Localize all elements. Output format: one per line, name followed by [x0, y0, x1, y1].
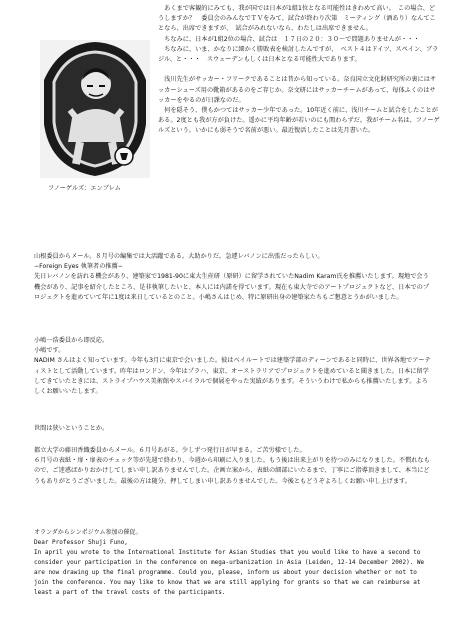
paragraph-yamane-mail: 山根委員からメール。８月号の編集では大活躍である。大助かりだ。急遽レバノンに出張だったらしい。 −Foreign Eyes 執筆者の推薦− 先日レバノンを訪れる機会があり、建築家で1981-90に東大生産研（原研）に留学されていたNadim Karam氏を推薦いたします。現地で会う機会があり、記事を紹介したところ、是非執筆したいと、本人には内諾を得ています。現在も東大寺でのアートプロジェクトなど、日本でのプロジェクトを進めていて年に1度は来日しているとのこと。小嶋さんはじめ、特に原研出身の建築家たちもご懇意とうかがいました。	[34, 253, 430, 301]
soccer-player-emblem-icon	[40, 40, 150, 178]
paragraph-leiden-letter: オランダからシンポジウム参加の催促。 Dear Professor Shuji Funo, In april you wrote to the International Institute for Asian Studies that you would like to have a second to consider your participation in the conference on mega-urbanization in Asia (Leiden, 12-14 December 2002). We are now drawing up the final programme. Could you, please, inform us about your decision whether or not to join the conference. You may like to know that we are still applying for grants so that we can reimburse at least a part of the travel costs of the participants.	[34, 529, 425, 596]
emblem-caption: フノーゲルズ：エンブレム	[48, 185, 121, 192]
paragraph-kojima-reply: 小嶋一浩委員から即反応。 小嶋です。 NADIM さんはよく知っています。今年も3月に東京で会いました。彼はベイルートでは建築学部のディーンであると同時に、世界各地でアーティストとして活動しています。昨年はロンドン、今年はプラハ、東京、オーストラリアでプロジェクトを進めていると聞きました。日本に留学してきていたときには、ストライプハウス美術館やスパイラルで個展をやった実績があります。そういうわけで私からも推薦いたします。よろしくお願いいたします。	[34, 337, 431, 396]
paragraph-fujita-mail: 都立大学の藤田香織委員からメール。６月号あがる。少しずつ発行日が早まる。ご苦労様でした。 ６月号の表紙・扉・扉表のチェック等が先週で終わり、今週から印刷に入りました。もう後は出来上がりを待つのみになりました。不慣れなもので、ご迷惑ばかりおかけしてしまい申し訳ありませんでした。企画立案から、表紙の細部にいたるまで、丁寧にご指導頂きまして、本当にどうもありがとうございました。最後の方は随分、押してしまい申し訳ありませんでした。今後ともどうぞよろしくお願い申し上げます。	[34, 447, 430, 485]
paragraph-small-world: 世間は狭いということか。	[34, 425, 109, 432]
paragraph-soccer: あくまで客観的にみても、我が国では日本が1組1位となる可能性はきわめて高い。 この場合、どうしますか？ 委員会のみんなでＴＶをみて、試合が終わり次第 ミーティング（酒あり）なんてことなら、出席できますが、 試合がみれないなら、わたしは出席できません。 ちなみに、日本が1組2位の場合、試合は １７日の２０：３０〜で問題ありませんが・・・ ちなみに、いま、かなりに細かく勝敗表を検討したんですが、 ベスト４はドイツ、スペイン、ブラジル、と・・・ スウェーデンもしくは日本となる可能性大であります。 浅川先生がサッカー・フリークであることは昔から知っている。奈良国立文化財研究所の裏にはサッカーシューズ用の靴箱があるのをご存じか。奈文研にはサッカーチームがあって、毎体ふくのはサッカーをやるのが日課なのだ。 何を隠そう、僕もかつてはサッカー少年であった。10年近く前に、浅川チームと試合をしたことがある。2度とも我が方が負けた。遥かに平均年齢が若いのにも関わらずだ。我がチーム名は、フノーゲルズという。いかにも弱そうで名前が悪い。最近復活したことは先月書いた。	[158, 5, 440, 135]
